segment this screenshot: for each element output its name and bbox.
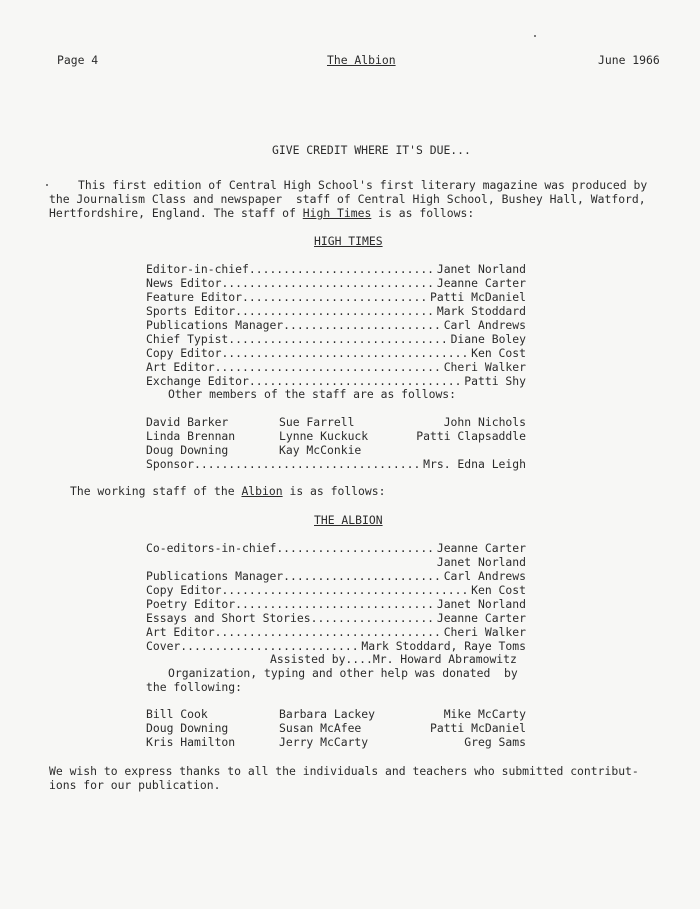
other-members-line: Other members of the staff are as follows: (168, 387, 457, 401)
albion-staff-role: Cover.......................... (146, 639, 359, 653)
staff-member-name: David Barker (146, 415, 229, 429)
high-times-staff-name: Mark Stoddard (436, 304, 526, 318)
high-times-staff-row (146, 290, 526, 304)
page-heading: GIVE CREDIT WHERE IT'S DUE... (272, 143, 471, 157)
high-times-staff-row (146, 346, 526, 360)
albion-staff-role: Art Editor................................. (146, 625, 441, 639)
albion-staff-row (146, 611, 526, 625)
albion-staff-row (146, 625, 526, 639)
helper-name: Patti McDaniel (429, 721, 526, 735)
dot-leader: .................. (310, 611, 435, 625)
high-times-staff-role: Feature Editor........................... (146, 290, 428, 304)
albion-staff-row (146, 555, 526, 569)
albion-staff-name: Mark Stoddard, Raye Toms (361, 639, 526, 653)
high-times-staff-role: Sports Editor............................. (146, 304, 435, 318)
page-speck (534, 35, 536, 37)
helper-name: Barbara Lackey (279, 707, 376, 721)
intro-line-1: This first edition of Central High School's first literary magazine was produced by (78, 178, 648, 192)
helper-name: Doug Downing (146, 721, 229, 735)
high-times-staff-row (146, 360, 526, 374)
high-times-staff-role: Exchange Editor............................... (146, 374, 462, 388)
albion-staff-role: Co-editors-in-chief....................... (146, 541, 435, 555)
albion-staff-row (146, 541, 526, 555)
publication-title: The Albion (327, 53, 396, 67)
dot-leader: ........................... (242, 290, 428, 304)
albion-title: THE ALBION (314, 513, 383, 527)
dot-leader: ....................... (283, 318, 441, 332)
organization-line-1: Organization, typing and other help was donated by (168, 666, 518, 680)
albion-intro-post: is as follows: (282, 484, 386, 498)
high-times-staff-row (146, 318, 526, 332)
albion-intro (70, 484, 385, 498)
albion-staff-row (146, 569, 526, 583)
high-times-staff-row (146, 276, 526, 290)
albion-staff-name: Ken Cost (471, 583, 526, 597)
dot-leader: ................................. (214, 360, 441, 374)
issue-date: June 1966 (598, 53, 660, 67)
dot-leader: ................................. (214, 625, 441, 639)
staff-member-name: Sue Farrell (279, 415, 355, 429)
sponsor-role: Sponsor................................. (146, 457, 421, 471)
albion-staff-role: Poetry Editor............................. (146, 597, 435, 611)
albion-intro-pre: The working staff of the (70, 484, 242, 498)
sponsor-name: Mrs. Edna Leigh (423, 457, 526, 471)
high-times-staff-name: Janet Norland (436, 262, 526, 276)
helper-name: Mike McCarty (443, 707, 526, 721)
organization-line-2: the following: (146, 680, 243, 694)
assisted-by-line: Assisted by....Mr. Howard Abramowitz (270, 652, 517, 666)
high-times-staff-role: Editor-in-chief........................... (146, 262, 435, 276)
albion-staff-name: Carl Andrews (443, 569, 526, 583)
staff-member-name: Doug Downing (146, 443, 229, 457)
high-times-staff-name: Carl Andrews (443, 318, 526, 332)
albion-staff-role: Publications Manager....................... (146, 569, 441, 583)
high-times-staff-role: Chief Typist................................ (146, 332, 448, 346)
dot-leader: .................................... (221, 583, 469, 597)
albion-staff-role: Essays and Short Stories.................. (146, 611, 435, 625)
helper-name: Greg Sams (464, 735, 526, 749)
intro-line-3-post: is as follows: (371, 206, 475, 220)
helper-name: Jerry McCarty (279, 735, 369, 749)
albion-staff-name: Janet Norland (436, 555, 526, 569)
albion-staff-role: Copy Editor.................................... (146, 583, 469, 597)
page-number: Page 4 (57, 53, 99, 67)
dot-leader: .......................... (180, 639, 359, 653)
staff-member-name: Linda Brennan (146, 429, 236, 443)
dot-leader: ............................. (235, 597, 435, 611)
high-times-staff-name: Diane Boley (450, 332, 526, 346)
albion-reference: Albion (241, 484, 283, 498)
intro-line-3-pre: Hertfordshire, England. The staff of (49, 206, 303, 220)
high-times-staff-name: Ken Cost (471, 346, 526, 360)
helper-name: Susan McAfee (279, 721, 362, 735)
high-times-staff-row (146, 374, 526, 388)
helper-name: Bill Cook (146, 707, 208, 721)
high-times-staff-role: Copy Editor.................................... (146, 346, 469, 360)
high-times-reference: High Times (302, 206, 372, 220)
dot-leader: ....................... (283, 569, 441, 583)
high-times-staff-name: Patti Shy (464, 374, 526, 388)
page-speck (46, 184, 48, 186)
albion-staff-name: Cheri Walker (443, 625, 526, 639)
high-times-staff-name: Jeanne Carter (436, 276, 526, 290)
albion-staff-row (146, 639, 526, 653)
albion-staff-name: Jeanne Carter (436, 541, 526, 555)
albion-staff-name: Janet Norland (436, 597, 526, 611)
closing-line-2: ions for our publication. (49, 778, 221, 792)
high-times-staff-role: Art Editor................................. (146, 360, 441, 374)
intro-line-2: the Journalism Class and newspaper staff of Central High School, Bushey Hall, Watford, (49, 192, 646, 206)
albion-staff-row (146, 597, 526, 611)
high-times-staff-role: Publications Manager....................... (146, 318, 441, 332)
dot-leader: ............................. (235, 304, 435, 318)
closing-line-1: We wish to express thanks to all the individuals and teachers who submitted contribut- (49, 764, 639, 778)
staff-member-name: Patti Clapsaddle (416, 429, 526, 443)
high-times-staff-row (146, 332, 526, 346)
dot-leader: ................................. (194, 457, 421, 471)
staff-member-name: Lynne Kuckuck (279, 429, 369, 443)
dot-leader: ............................... (248, 374, 462, 388)
dot-leader: ........................... (248, 262, 435, 276)
high-times-title: HIGH TIMES (314, 234, 383, 248)
dot-leader: ................................ (228, 332, 448, 346)
high-times-staff-name: Cheri Walker (443, 360, 526, 374)
high-times-staff-role: News Editor............................... (146, 276, 435, 290)
dot-leader: .................................... (221, 346, 469, 360)
dot-leader: ............................... (221, 276, 435, 290)
high-times-staff-row (146, 304, 526, 318)
high-times-staff-row (146, 262, 526, 276)
albion-staff-row (146, 583, 526, 597)
helper-name: Kris Hamilton (146, 735, 236, 749)
intro-line-3 (49, 206, 474, 220)
staff-member-name: John Nichols (443, 415, 526, 429)
dot-leader: ....................... (276, 541, 435, 555)
sponsor-row (146, 457, 526, 471)
albion-staff-name: Jeanne Carter (436, 611, 526, 625)
high-times-staff-name: Patti McDaniel (429, 290, 526, 304)
staff-member-name: Kay McConkie (279, 443, 362, 457)
